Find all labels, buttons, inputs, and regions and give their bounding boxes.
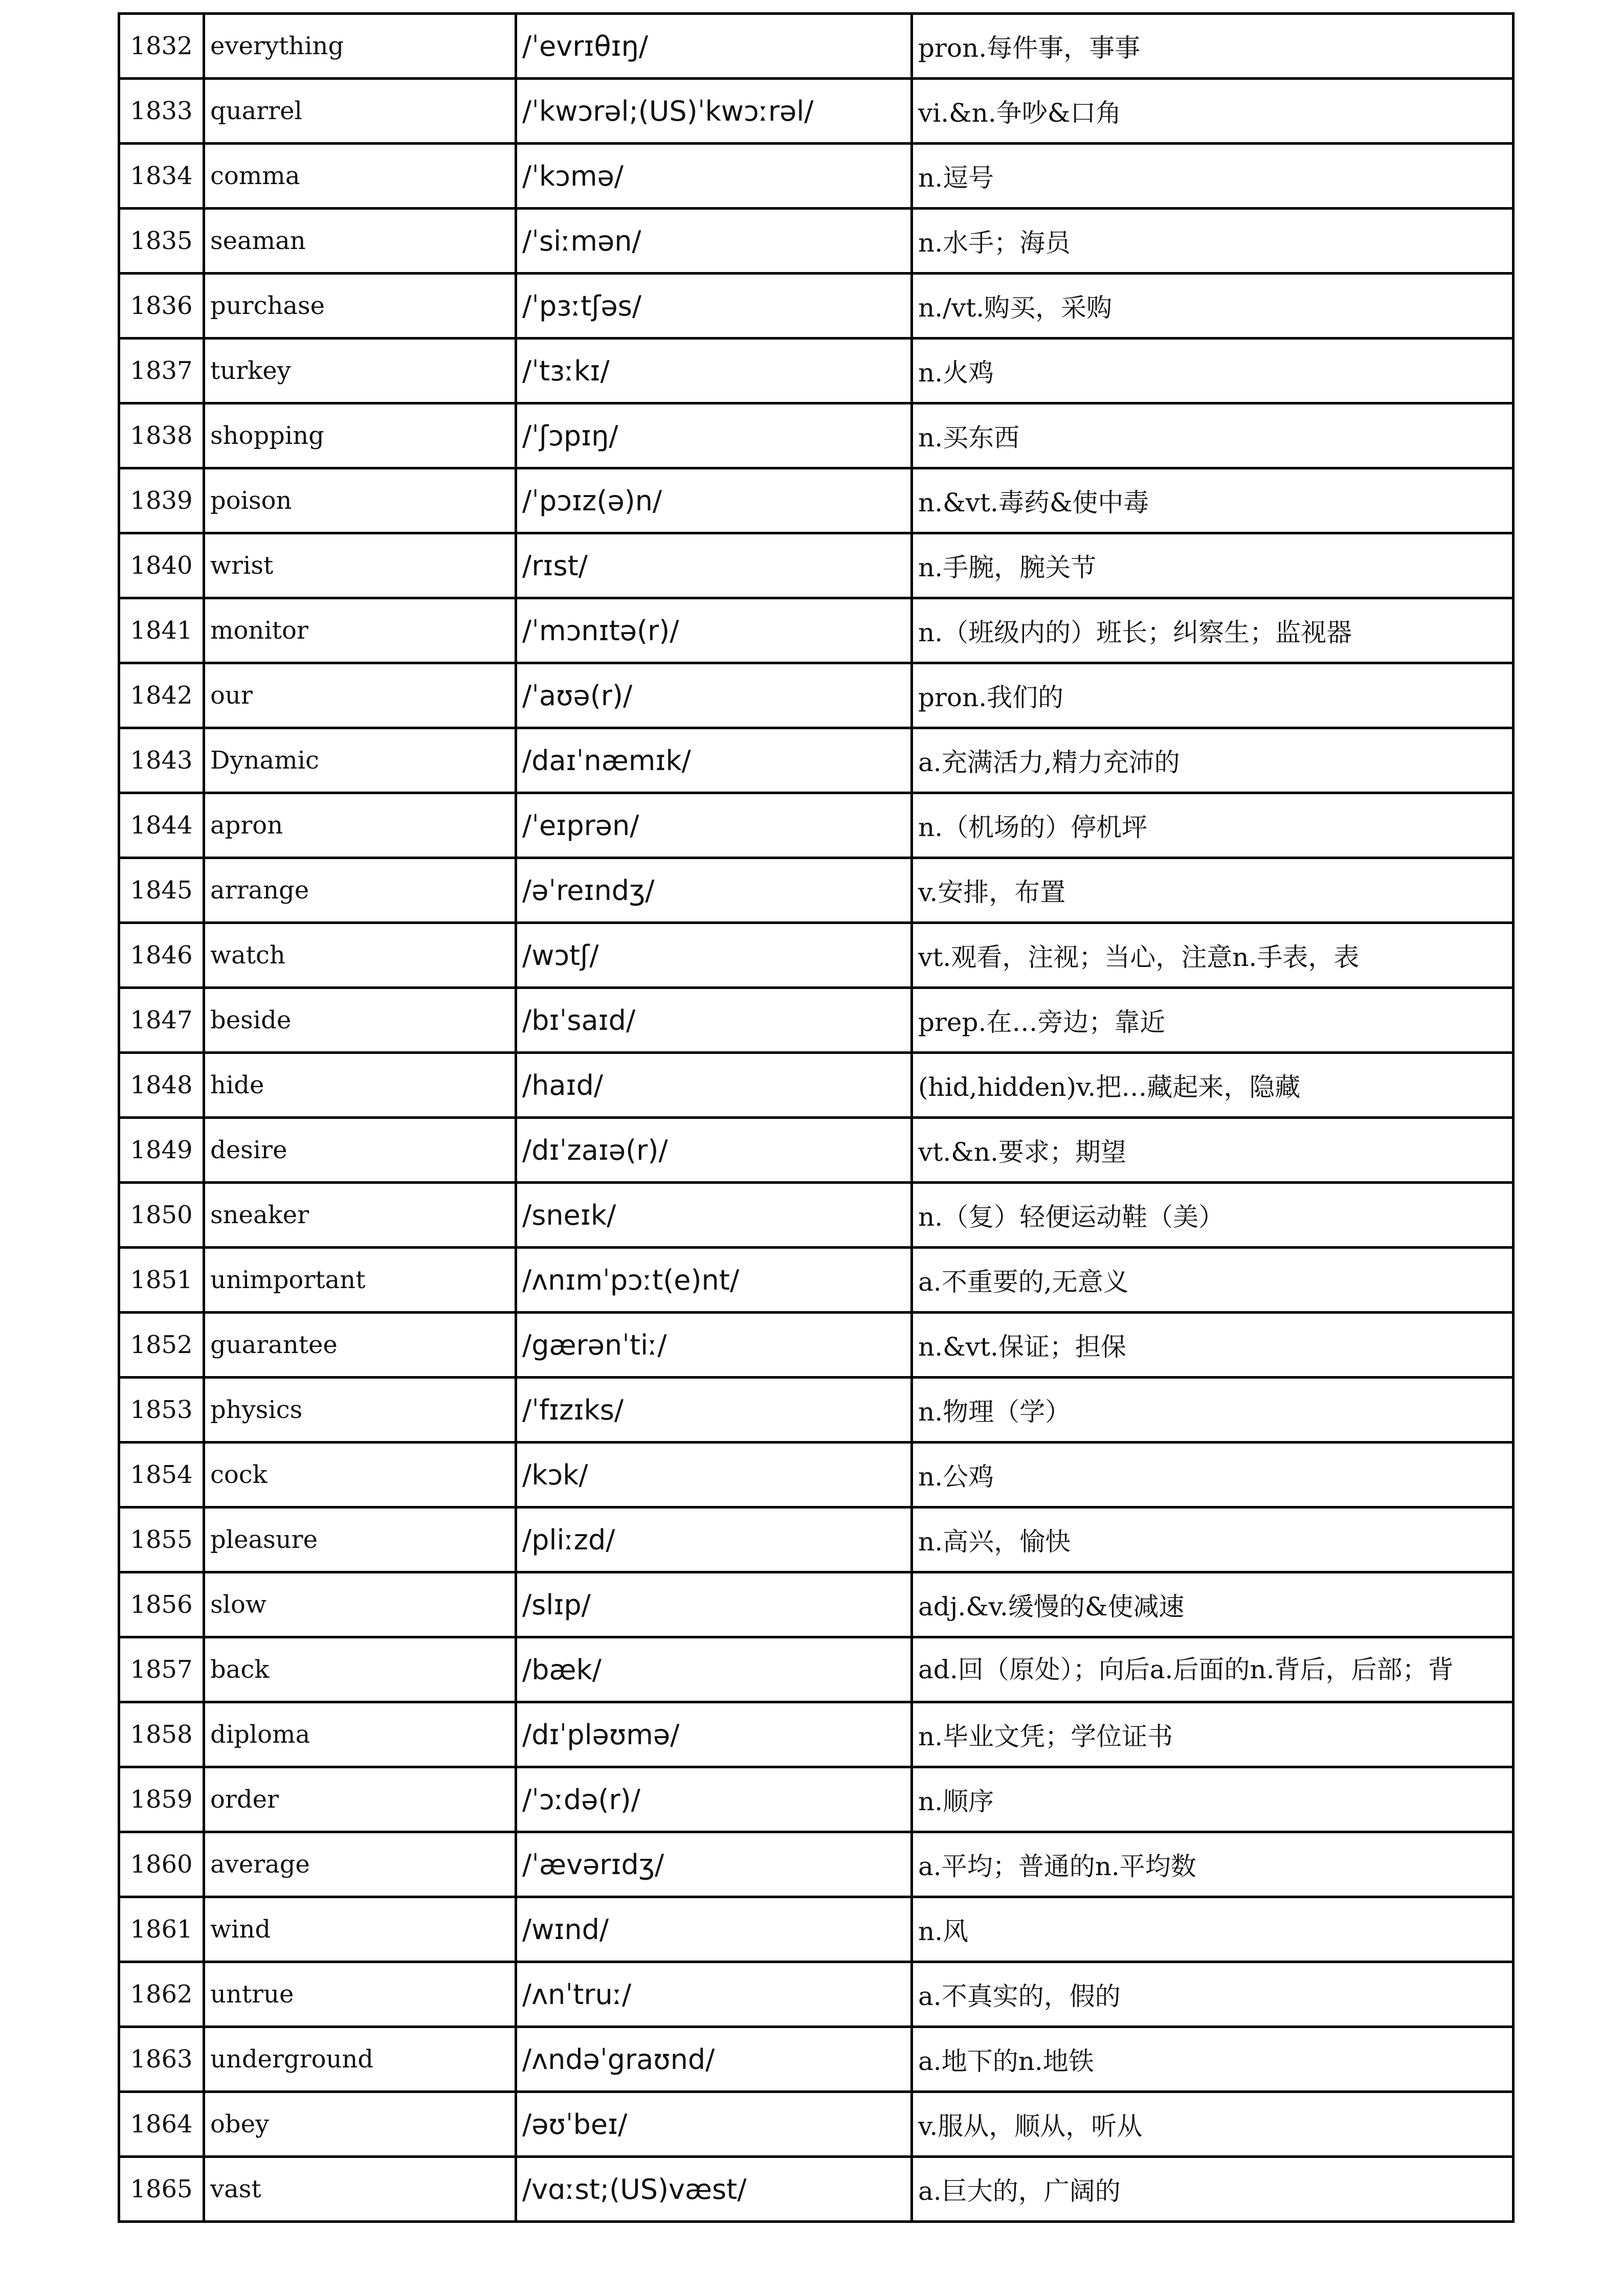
table-row — [119, 1767, 1514, 1832]
entry-number: 1834 — [119, 144, 204, 209]
entry-number: 1840 — [119, 533, 204, 598]
entry-number: 1839 — [119, 468, 204, 533]
table-row — [119, 663, 1514, 728]
entry-word: guarantee — [204, 1313, 516, 1378]
entry-definition: v.服从，顺从，听从 — [912, 2092, 1514, 2157]
entry-word: arrange — [204, 858, 516, 923]
entry-definition: a.不重要的,无意义 — [912, 1248, 1514, 1313]
entry-pronunciation: /ˈfɪzɪks/ — [516, 1378, 912, 1443]
entry-pronunciation: /ʌnˈtruː/ — [516, 1962, 912, 2027]
entry-pronunciation: /sneɪk/ — [516, 1183, 912, 1248]
entry-definition: n.物理（学） — [912, 1378, 1514, 1443]
entry-word: unimportant — [204, 1248, 516, 1313]
entry-pronunciation: /ˈpɔɪz(ə)n/ — [516, 468, 912, 533]
table-row — [119, 1962, 1514, 2027]
table-row — [119, 403, 1514, 468]
table-row — [119, 1378, 1514, 1443]
entry-word: watch — [204, 923, 516, 988]
entry-word: sneaker — [204, 1183, 516, 1248]
entry-pronunciation: /əˈreɪndʒ/ — [516, 858, 912, 923]
entry-definition: n.火鸡 — [912, 339, 1514, 403]
entry-word: our — [204, 663, 516, 728]
entry-definition: vi.&n.争吵&口角 — [912, 79, 1514, 144]
entry-definition: a.地下的n.地铁 — [912, 2027, 1514, 2092]
entry-word: vast — [204, 2157, 516, 2222]
entry-definition: n.毕业文凭；学位证书 — [912, 1702, 1514, 1767]
entry-number: 1847 — [119, 988, 204, 1053]
entry-word: quarrel — [204, 79, 516, 144]
entry-definition: v.安排，布置 — [912, 858, 1514, 923]
entry-number: 1865 — [119, 2157, 204, 2222]
entry-definition: adj.&v.缓慢的&使减速 — [912, 1572, 1514, 1637]
entry-number: 1842 — [119, 663, 204, 728]
entry-pronunciation: /bɪˈsaɪd/ — [516, 988, 912, 1053]
entry-definition: n.买东西 — [912, 403, 1514, 468]
table-row — [119, 1832, 1514, 1897]
table-row — [119, 274, 1514, 339]
entry-number: 1836 — [119, 274, 204, 339]
entry-pronunciation: /haɪd/ — [516, 1053, 912, 1118]
table-row — [119, 1897, 1514, 1962]
entry-definition: n.逗号 — [912, 144, 1514, 209]
entry-pronunciation: /ʌndəˈgraʊnd/ — [516, 2027, 912, 2092]
entry-number: 1859 — [119, 1767, 204, 1832]
entry-pronunciation: /kɔk/ — [516, 1443, 912, 1507]
table-row — [119, 2092, 1514, 2157]
entry-definition: n.（复）轻便运动鞋（美） — [912, 1183, 1514, 1248]
table-row — [119, 988, 1514, 1053]
entry-definition: pron.每件事，事事 — [912, 14, 1514, 79]
entry-definition: vt.观看，注视；当心，注意n.手表，表 — [912, 923, 1514, 988]
entry-definition: ad.回（原处）；向后a.后面的n.背后，后部；背 — [912, 1637, 1514, 1702]
entry-number: 1850 — [119, 1183, 204, 1248]
entry-word: wrist — [204, 533, 516, 598]
entry-pronunciation: /ˈpɜːtʃəs/ — [516, 274, 912, 339]
entry-word: desire — [204, 1118, 516, 1183]
entry-word: apron — [204, 793, 516, 858]
entry-word: shopping — [204, 403, 516, 468]
entry-number: 1855 — [119, 1507, 204, 1572]
entry-number: 1860 — [119, 1832, 204, 1897]
entry-pronunciation: /wɪnd/ — [516, 1897, 912, 1962]
table-row — [119, 1637, 1514, 1702]
entry-pronunciation: /ˈkwɔrəl;(US)ˈkwɔːrəl/ — [516, 79, 912, 144]
vocabulary-table — [118, 12, 1515, 2223]
entry-definition: n.手腕，腕关节 — [912, 533, 1514, 598]
entry-number: 1832 — [119, 14, 204, 79]
entry-word: beside — [204, 988, 516, 1053]
entry-number: 1863 — [119, 2027, 204, 2092]
entry-number: 1861 — [119, 1897, 204, 1962]
entry-word: obey — [204, 2092, 516, 2157]
entry-definition: pron.我们的 — [912, 663, 1514, 728]
entry-word: average — [204, 1832, 516, 1897]
entry-pronunciation: /daɪˈnæmɪk/ — [516, 728, 912, 793]
table-row — [119, 79, 1514, 144]
table-row — [119, 468, 1514, 533]
table-row — [119, 1118, 1514, 1183]
vocabulary-table-body — [119, 14, 1514, 2222]
table-row — [119, 1702, 1514, 1767]
table-row — [119, 2157, 1514, 2222]
table-row — [119, 598, 1514, 663]
table-row — [119, 1053, 1514, 1118]
entry-number: 1858 — [119, 1702, 204, 1767]
table-row — [119, 728, 1514, 793]
entry-word: wind — [204, 1897, 516, 1962]
entry-definition: n.顺序 — [912, 1767, 1514, 1832]
entry-pronunciation: /ˈkɔmə/ — [516, 144, 912, 209]
entry-number: 1837 — [119, 339, 204, 403]
entry-word: untrue — [204, 1962, 516, 2027]
table-row — [119, 1507, 1514, 1572]
entry-word: Dynamic — [204, 728, 516, 793]
entry-definition: vt.&n.要求；期望 — [912, 1118, 1514, 1183]
entry-number: 1844 — [119, 793, 204, 858]
table-row — [119, 533, 1514, 598]
entry-number: 1864 — [119, 2092, 204, 2157]
entry-pronunciation: /pliːzd/ — [516, 1507, 912, 1572]
entry-pronunciation: /ˈsiːmən/ — [516, 209, 912, 274]
table-row — [119, 14, 1514, 79]
table-row — [119, 858, 1514, 923]
entry-word: poison — [204, 468, 516, 533]
entry-pronunciation: /dɪˈpləʊmə/ — [516, 1702, 912, 1767]
entry-number: 1846 — [119, 923, 204, 988]
table-row — [119, 2027, 1514, 2092]
entry-definition: n.（班级内的）班长；纠察生；监视器 — [912, 598, 1514, 663]
entry-number: 1853 — [119, 1378, 204, 1443]
entry-pronunciation: /wɔtʃ/ — [516, 923, 912, 988]
entry-pronunciation: /ˈtɜːkɪ/ — [516, 339, 912, 403]
entry-pronunciation: /gærənˈtiː/ — [516, 1313, 912, 1378]
table-row — [119, 339, 1514, 403]
entry-pronunciation: /ˈevrɪθɪŋ/ — [516, 14, 912, 79]
entry-pronunciation: /bæk/ — [516, 1637, 912, 1702]
entry-number: 1833 — [119, 79, 204, 144]
entry-pronunciation: /dɪˈzaɪə(r)/ — [516, 1118, 912, 1183]
entry-pronunciation: /slɪp/ — [516, 1572, 912, 1637]
entry-number: 1856 — [119, 1572, 204, 1637]
table-row — [119, 1248, 1514, 1313]
entry-definition: (hid,hidden)v.把…藏起来，隐藏 — [912, 1053, 1514, 1118]
entry-word: comma — [204, 144, 516, 209]
entry-word: seaman — [204, 209, 516, 274]
entry-definition: a.平均；普通的n.平均数 — [912, 1832, 1514, 1897]
entry-word: order — [204, 1767, 516, 1832]
entry-number: 1838 — [119, 403, 204, 468]
entry-word: physics — [204, 1378, 516, 1443]
table-row — [119, 1443, 1514, 1507]
entry-pronunciation: /ʌnɪmˈpɔːt(e)nt/ — [516, 1248, 912, 1313]
entry-number: 1849 — [119, 1118, 204, 1183]
entry-word: back — [204, 1637, 516, 1702]
entry-word: monitor — [204, 598, 516, 663]
table-row — [119, 1313, 1514, 1378]
entry-number: 1848 — [119, 1053, 204, 1118]
table-row — [119, 1183, 1514, 1248]
table-row — [119, 793, 1514, 858]
entry-pronunciation: /ˈaʊə(r)/ — [516, 663, 912, 728]
entry-definition: n.&vt.毒药&使中毒 — [912, 468, 1514, 533]
entry-word: everything — [204, 14, 516, 79]
entry-number: 1845 — [119, 858, 204, 923]
entry-word: turkey — [204, 339, 516, 403]
entry-definition: n./vt.购买，采购 — [912, 274, 1514, 339]
table-row — [119, 1572, 1514, 1637]
entry-pronunciation: /əʊˈbeɪ/ — [516, 2092, 912, 2157]
entry-number: 1857 — [119, 1637, 204, 1702]
table-row — [119, 923, 1514, 988]
entry-number: 1851 — [119, 1248, 204, 1313]
entry-number: 1843 — [119, 728, 204, 793]
table-row — [119, 144, 1514, 209]
entry-word: diploma — [204, 1702, 516, 1767]
entry-number: 1862 — [119, 1962, 204, 2027]
entry-pronunciation: /ˈævərɪdʒ/ — [516, 1832, 912, 1897]
entry-pronunciation: /rɪst/ — [516, 533, 912, 598]
entry-number: 1854 — [119, 1443, 204, 1507]
entry-number: 1835 — [119, 209, 204, 274]
entry-pronunciation: /vɑːst;(US)væst/ — [516, 2157, 912, 2222]
entry-definition: a.充满活力,精力充沛的 — [912, 728, 1514, 793]
entry-pronunciation: /ˈmɔnɪtə(r)/ — [516, 598, 912, 663]
entry-number: 1852 — [119, 1313, 204, 1378]
entry-word: slow — [204, 1572, 516, 1637]
entry-definition: n.（机场的）停机坪 — [912, 793, 1514, 858]
entry-word: underground — [204, 2027, 516, 2092]
entry-pronunciation: /ˈʃɔpɪŋ/ — [516, 403, 912, 468]
entry-pronunciation: /ˈeɪprən/ — [516, 793, 912, 858]
entry-pronunciation: /ˈɔːdə(r)/ — [516, 1767, 912, 1832]
entry-word: pleasure — [204, 1507, 516, 1572]
entry-definition: prep.在…旁边；靠近 — [912, 988, 1514, 1053]
entry-definition: n.公鸡 — [912, 1443, 1514, 1507]
entry-definition: n.&vt.保证；担保 — [912, 1313, 1514, 1378]
entry-definition: a.不真实的，假的 — [912, 1962, 1514, 2027]
entry-number: 1841 — [119, 598, 204, 663]
entry-word: cock — [204, 1443, 516, 1507]
entry-word: purchase — [204, 274, 516, 339]
entry-definition: a.巨大的，广阔的 — [912, 2157, 1514, 2222]
entry-definition: n.水手；海员 — [912, 209, 1514, 274]
entry-definition: n.高兴，愉快 — [912, 1507, 1514, 1572]
table-row — [119, 209, 1514, 274]
entry-definition: n.风 — [912, 1897, 1514, 1962]
entry-word: hide — [204, 1053, 516, 1118]
